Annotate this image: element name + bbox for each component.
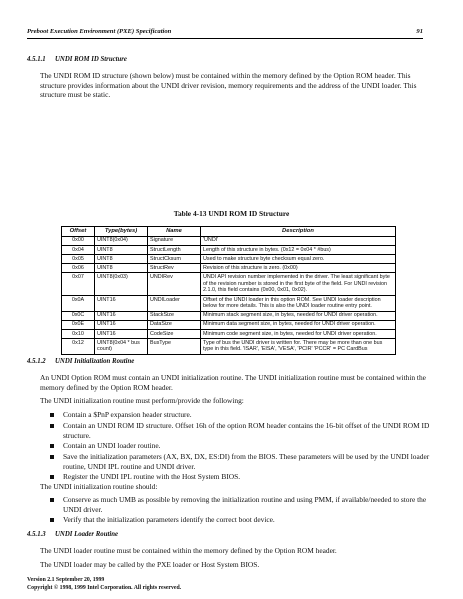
cell-description: Used to make structure byte checksum equal zero. bbox=[201, 254, 396, 263]
cell-type: UINT8 bbox=[95, 254, 148, 263]
cell-description: Revision of this structure is zero. (0x00) bbox=[201, 264, 396, 273]
cell-description: 'UNDI' bbox=[201, 236, 396, 245]
table-row bbox=[62, 311, 396, 320]
cell-name: Signature bbox=[148, 236, 201, 245]
list-item-text: Contain a $PnP expansion header structure. bbox=[63, 410, 192, 419]
cell-offset: 0x0A bbox=[62, 295, 95, 311]
cell-type: UINT16 bbox=[95, 311, 148, 320]
cell-type: UINT8(0x04) bbox=[95, 236, 148, 245]
section-number: 4.5.1.1 bbox=[27, 56, 46, 63]
table-caption: Table 4-13 UNDI ROM ID Structure bbox=[173, 209, 290, 218]
list-item bbox=[50, 515, 430, 525]
bullet bbox=[50, 424, 54, 428]
cell-type: UINT8 bbox=[95, 245, 148, 254]
cell-description: Length of this structure in bytes. (0x12 = 0x04 * #bus) bbox=[201, 245, 396, 254]
cell-offset: 0x0E bbox=[62, 320, 95, 329]
cell-name: UNDIRev bbox=[148, 273, 201, 295]
cell-offset: 0x00 bbox=[62, 236, 95, 245]
list-item bbox=[50, 441, 430, 451]
cell-offset: 0x0C bbox=[62, 311, 95, 320]
cell-type: UINT16 bbox=[95, 295, 148, 311]
list-item bbox=[50, 452, 430, 472]
bullet bbox=[50, 475, 54, 479]
cell-offset: 0x12 bbox=[62, 339, 95, 355]
page-header bbox=[27, 26, 423, 39]
section-heading-4511 bbox=[27, 56, 127, 63]
table-row bbox=[62, 329, 396, 338]
table-row bbox=[62, 320, 396, 329]
table-header-row bbox=[62, 227, 396, 237]
list-item-text: Verify that the initialization parameters identify the correct boot device. bbox=[63, 515, 275, 524]
cell-type: UINT8(0x03) bbox=[95, 273, 148, 295]
bullet bbox=[50, 455, 54, 459]
column-header: Name bbox=[148, 227, 201, 237]
paragraph: The UNDI ROM ID structure (shown below) must be contained within the memory defined by the Option ROM header. This structure provides information about the UNDI driver revision, memory requirements and the address of the UNDI loader. This structure must be static. bbox=[40, 71, 417, 100]
page-number: 91 bbox=[416, 28, 423, 35]
cell-offset: 0x04 bbox=[62, 245, 95, 254]
list-item-text: Register the UNDI IPL routine with the Host System BIOS. bbox=[63, 472, 241, 481]
paragraph: The UNDI initialization routine must perform/provide the following: bbox=[40, 396, 244, 405]
column-header: Description bbox=[201, 227, 396, 237]
cell-type: UINT8 bbox=[95, 264, 148, 273]
list-item bbox=[50, 495, 430, 515]
section-title: UNDI Initialization Routine bbox=[55, 358, 135, 365]
table-row bbox=[62, 245, 396, 254]
paragraph: The UNDI initialization routine should: bbox=[40, 482, 158, 491]
list-item-text: Contain an UNDI loader routine. bbox=[63, 441, 161, 450]
cell-type: UINT16 bbox=[95, 329, 148, 338]
cell-name: UNDILoader bbox=[148, 295, 201, 311]
cell-description: Minimum code segment size, in bytes, needed for UNDI driver operation. bbox=[201, 329, 396, 338]
footer-version: Version 2.1 September 20, 1999 bbox=[27, 577, 105, 583]
bullet bbox=[50, 444, 54, 448]
cell-offset: 0x06 bbox=[62, 264, 95, 273]
cell-offset: 0x05 bbox=[62, 254, 95, 263]
section-number: 4.5.1.3 bbox=[27, 531, 46, 538]
cell-type: UINT16 bbox=[95, 320, 148, 329]
list-item-text: Save the initialization parameters (AX, BX, DX, ES:DI) from the BIOS. These parameters will be used by the UNDI loader routine, UNDI IPL routine and UNDI driver. bbox=[63, 452, 430, 471]
bullet bbox=[50, 498, 54, 502]
paragraph: An UNDI Option ROM must contain an UNDI initialization routine. The UNDI initialization routine must be contained within the memory defined by the Option ROM header. bbox=[40, 373, 426, 392]
column-header: Type(bytes) bbox=[95, 227, 148, 237]
cell-name: StructLength bbox=[148, 245, 201, 254]
cell-offset: 0x10 bbox=[62, 329, 95, 338]
table-row bbox=[62, 264, 396, 273]
list-item bbox=[50, 410, 430, 420]
cell-name: StructRev bbox=[148, 264, 201, 273]
cell-description: Type of bus the UNDI driver is written for. There may be more than one bus type in this field. 'ISAR', 'EISA', 'VESA', 'PCIR' 'PCCR' = PC CardBus bbox=[201, 339, 396, 355]
header-title: Preboot Execution Environment (PXE) Specification bbox=[27, 28, 172, 35]
cell-name: DataSize bbox=[148, 320, 201, 329]
list-item bbox=[50, 472, 430, 482]
bullet bbox=[50, 413, 54, 417]
column-header: Offset bbox=[62, 227, 95, 237]
footer-copyright: Copyright © 1998, 1999 Intel Corporation. All rights reserved. bbox=[27, 585, 182, 591]
section-title: UNDI ROM ID Structure bbox=[55, 56, 127, 63]
cell-name: CodeSize bbox=[148, 329, 201, 338]
section-heading-4512 bbox=[27, 358, 134, 365]
cell-description: Minimum data segment size, in bytes, needed for UNDI driver operation. bbox=[201, 320, 396, 329]
section-title: UNDI Loader Routine bbox=[55, 531, 119, 538]
table-row bbox=[62, 236, 396, 245]
table-row bbox=[62, 273, 396, 295]
cell-name: StructCksum bbox=[148, 254, 201, 263]
cell-offset: 0x07 bbox=[62, 273, 95, 295]
cell-name: BusType bbox=[148, 339, 201, 355]
table-row bbox=[62, 254, 396, 263]
cell-name: StackSize bbox=[148, 311, 201, 320]
list-item-text: Conserve as much UMB as possible by removing the initialization routine and using PMM, if available/needed to store the UNDI driver. bbox=[63, 495, 427, 514]
cell-description: Offset of the UNDI loader in this option ROM. See UNDI loader description below for more details. This is also the UNDI loader routine entry point. bbox=[201, 295, 396, 311]
cell-type: UINT8(0x04 * bus count) bbox=[95, 339, 148, 355]
paragraph: The UNDI loader may be called by the PXE loader or Host System BIOS. bbox=[40, 560, 260, 569]
cell-description: Minimum stack segment size, in bytes, needed for UNDI driver operation. bbox=[201, 311, 396, 320]
section-number: 4.5.1.2 bbox=[27, 358, 46, 365]
undi-rom-id-table bbox=[61, 226, 396, 355]
list-item-text: Contain an UNDI ROM ID structure. Offset 16h of the option ROM header contains the 16-bit offset of the UNDI ROM ID structure. bbox=[63, 421, 430, 440]
bullet bbox=[50, 518, 54, 522]
cell-description: UNDI API revision number implemented in the driver. The least significant byte of the revision number is stored in the first byte of the field. For UNDI revision 2.1.0, this field contains (0x00, 0x01, 0x02). bbox=[201, 273, 396, 295]
table-row bbox=[62, 295, 396, 311]
list-item bbox=[50, 421, 430, 441]
table-row bbox=[62, 339, 396, 355]
paragraph: The UNDI loader routine must be contained within the memory defined by the Option ROM header. bbox=[40, 546, 337, 555]
section-heading-4513 bbox=[27, 531, 118, 538]
